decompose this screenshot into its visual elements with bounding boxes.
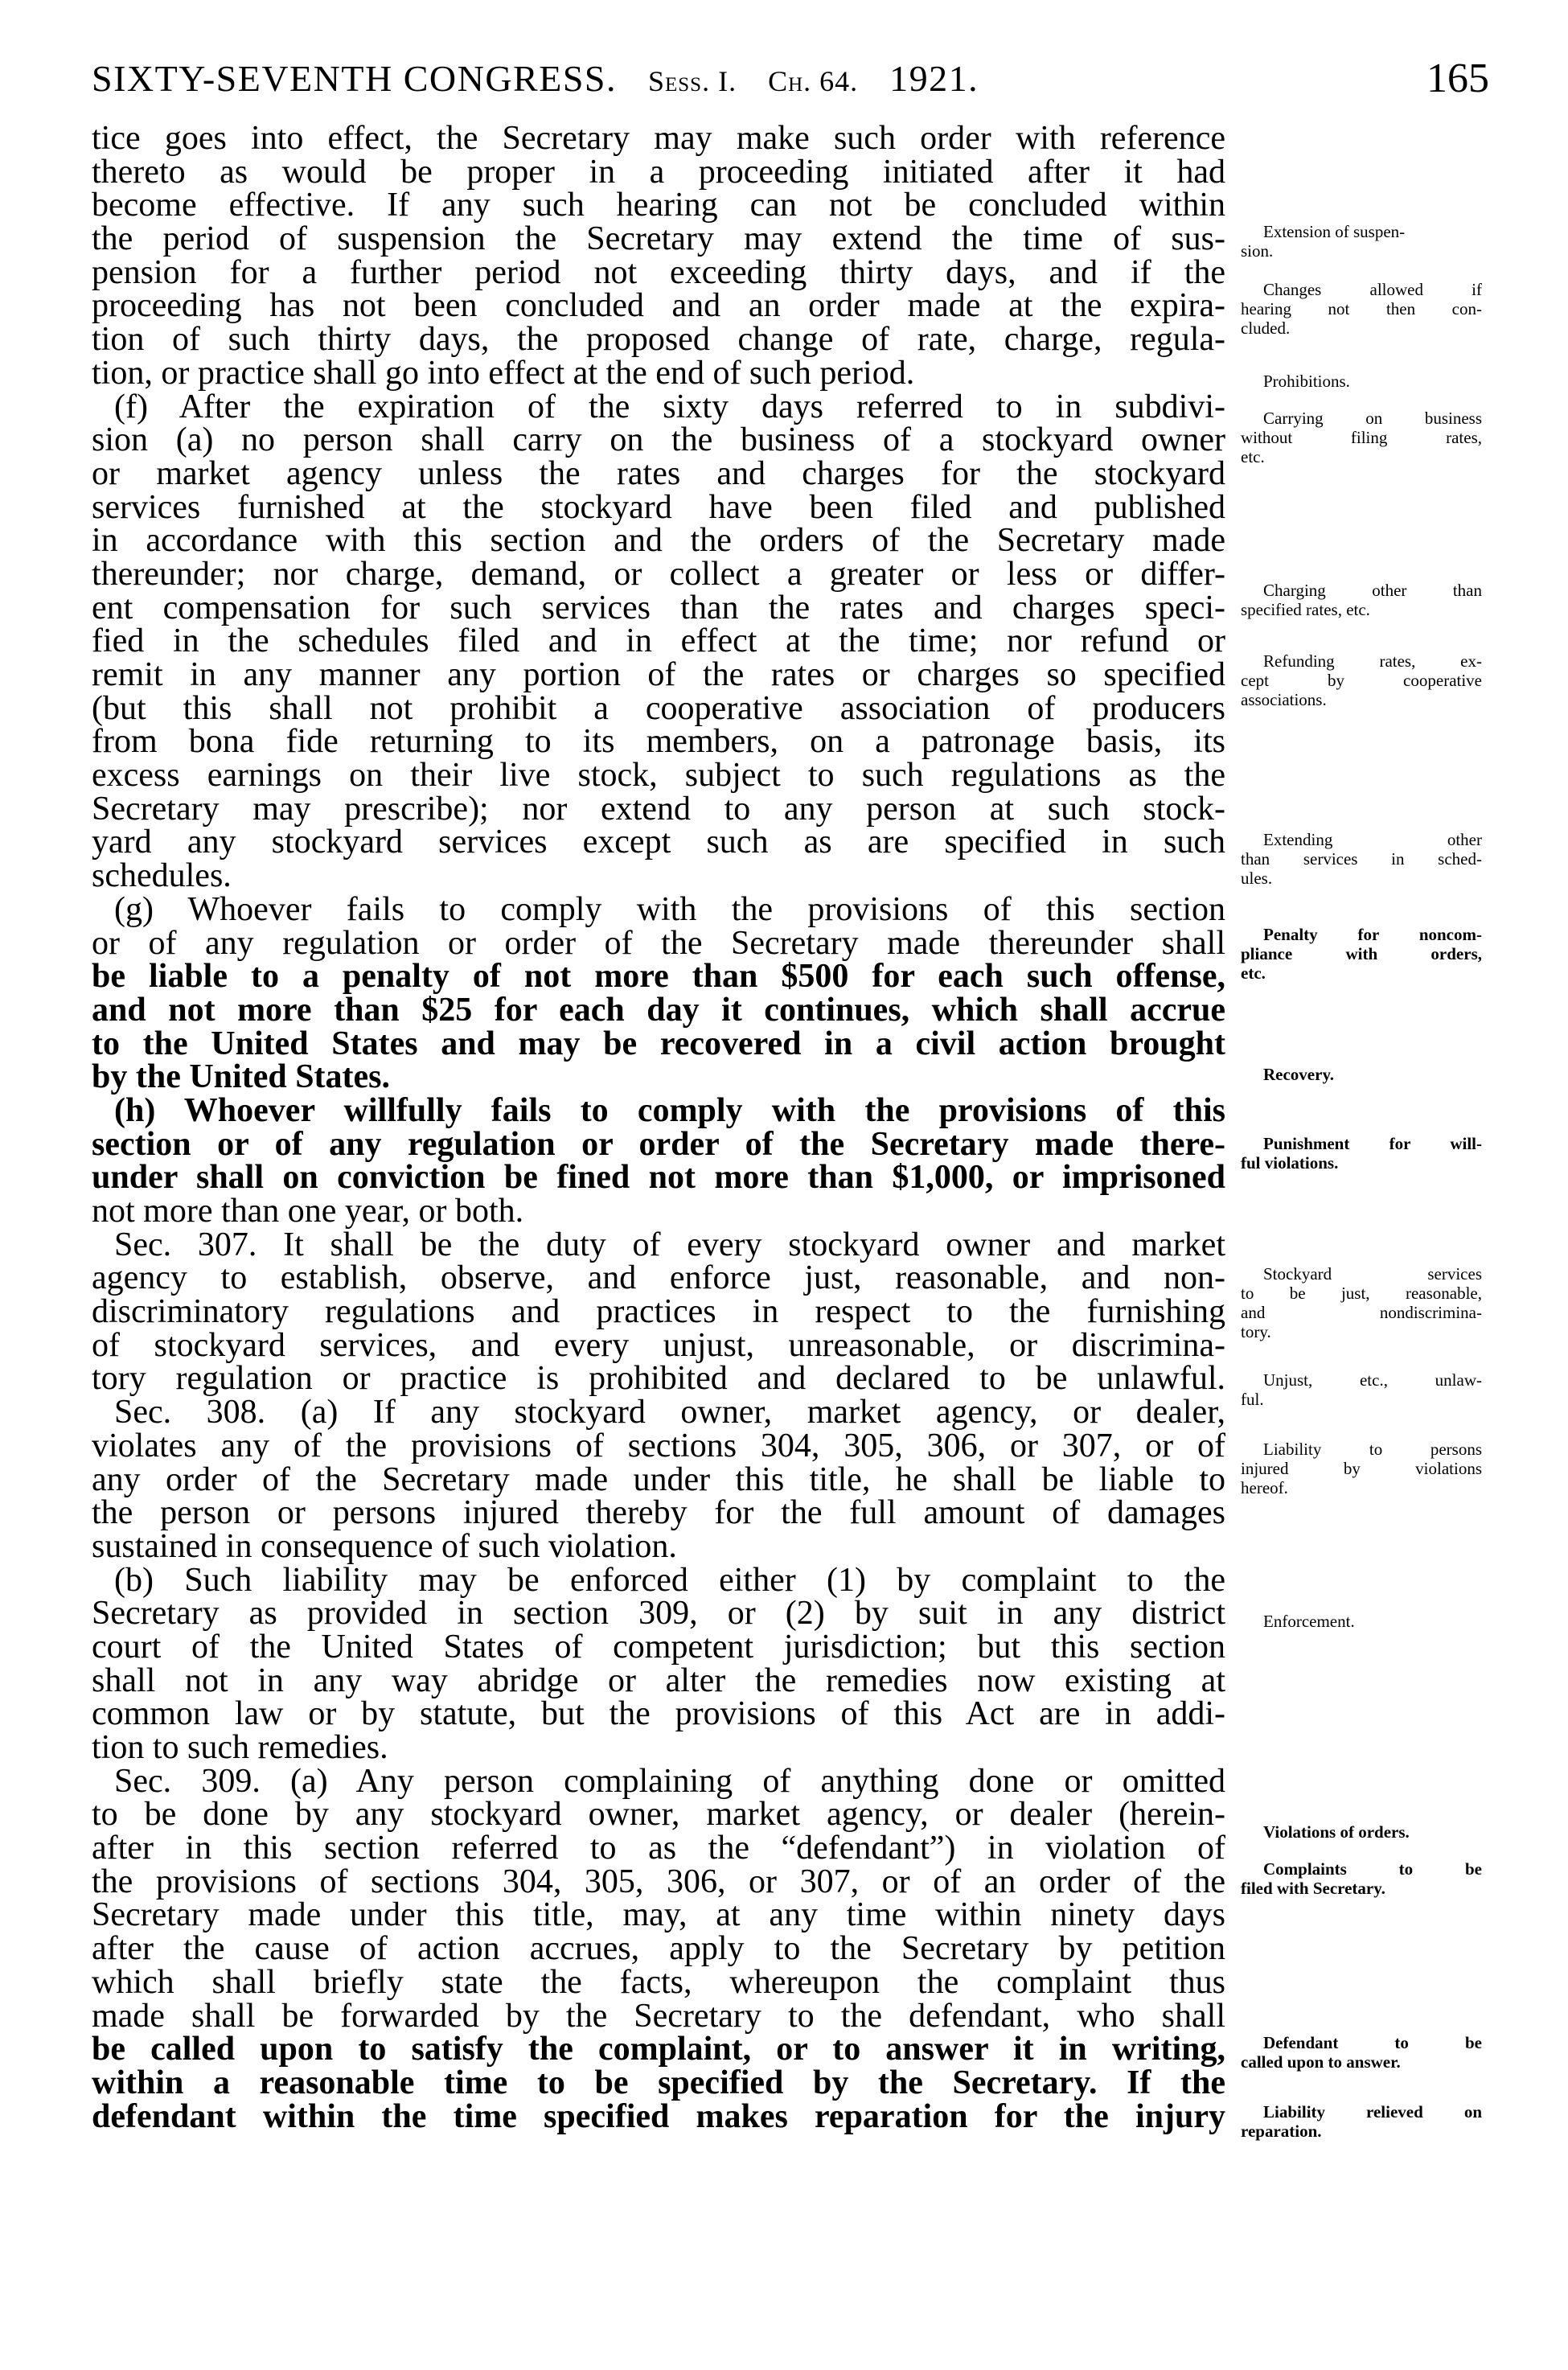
year-label: 1921. bbox=[889, 58, 979, 99]
margin-note-line: Defendant to be bbox=[1263, 2033, 1482, 2052]
margin-note-line: ules. bbox=[1241, 869, 1273, 888]
margin-note bbox=[1241, 1822, 1482, 1842]
body-line: shall not in any way abridge or alter the remedies now existing at bbox=[92, 1661, 1225, 1699]
body-line: from bona fide returning to its members, on a patronage basis, its bbox=[92, 723, 1225, 761]
margin-note-line: Prohibitions. bbox=[1263, 372, 1350, 391]
body-line: defendant within the time specified makes reparation for the injury bbox=[92, 2097, 1225, 2135]
body-line: (f) After the expiration of the sixty days referred to in subdivi- bbox=[114, 388, 1225, 425]
body-line: Sec. 307. It shall be the duty of every stockyard owner and market bbox=[114, 1226, 1225, 1263]
margin-note-line: Liability to persons bbox=[1263, 1440, 1482, 1459]
body-line: tory regulation or practice is prohibited and declared to be unlawful. bbox=[92, 1360, 1225, 1398]
body-line: after in this section referred to as the “defendant”) in violation of bbox=[92, 1830, 1225, 1867]
body-line: (but this shall not prohibit a cooperative association of producers bbox=[92, 689, 1225, 727]
body-line: and not more than $25 for each day it continues, which shall accrue bbox=[92, 991, 1225, 1029]
body-line: sion (a) no person shall carry on the business of a stockyard owner bbox=[92, 421, 1225, 459]
body-line: ent compensation for such services than the rates and charges speci- bbox=[92, 589, 1225, 626]
congress-title: SIXTY-SEVENTH CONGRESS. bbox=[92, 58, 617, 99]
margin-note-line: and nondiscrimina- bbox=[1241, 1303, 1482, 1322]
margin-note bbox=[1241, 1065, 1482, 1084]
margin-note bbox=[1241, 1612, 1482, 1631]
page-number: 165 bbox=[1426, 55, 1489, 101]
margin-note bbox=[1241, 280, 1482, 338]
margin-note-line: hereof. bbox=[1241, 1478, 1288, 1497]
margin-note bbox=[1241, 372, 1482, 391]
margin-note-line: Liability relieved on bbox=[1263, 2102, 1482, 2121]
body-line: thereto as would be proper in a proceeding initiated after it had bbox=[92, 153, 1225, 191]
body-line: remit in any manner any portion of the rates or charges so specified bbox=[92, 656, 1225, 693]
body-line: court of the United States of competent jurisdiction; but this section bbox=[92, 1628, 1225, 1666]
body-line: under shall on conviction be fined not more than $1,000, or imprisoned bbox=[92, 1159, 1225, 1197]
body-line: discriminatory regulations and practices in respect to the furnishing bbox=[92, 1293, 1225, 1331]
body-line: services furnished at the stockyard have been filed and published bbox=[92, 488, 1225, 526]
body-line: the period of suspension the Secretary may extend the time of sus- bbox=[92, 220, 1225, 258]
margin-note-line: Carrying on business bbox=[1263, 409, 1482, 428]
margin-note-line: reparation. bbox=[1241, 2121, 1322, 2141]
margin-note bbox=[1241, 830, 1482, 888]
body-line: yard any stockyard services except such as are specified in such bbox=[92, 824, 1225, 861]
body-line: tion, or practice shall go into effect at the end of such period. bbox=[92, 354, 915, 392]
margin-note-line: Stockyard services bbox=[1263, 1264, 1482, 1284]
body-line: any order of the Secretary made under this title, he shall be liable to bbox=[92, 1460, 1225, 1498]
margin-note-line: tory. bbox=[1241, 1322, 1271, 1341]
body-line: or market agency unless the rates and charges for the stockyard bbox=[92, 454, 1225, 492]
margin-note-line: Changes allowed if bbox=[1263, 280, 1482, 299]
margin-note-line: without filing rates, bbox=[1241, 428, 1482, 447]
chapter-label: Ch. 64. bbox=[768, 65, 859, 97]
margin-note-line: ful. bbox=[1241, 1390, 1264, 1409]
margin-note bbox=[1241, 1440, 1482, 1497]
margin-note-line: called upon to answer. bbox=[1241, 2052, 1401, 2072]
body-line: Secretary as provided in section 309, or (2) by suit in any district bbox=[92, 1595, 1225, 1633]
body-line: made shall be forwarded by the Secretary to the defendant, who shall bbox=[92, 1997, 1225, 2035]
body-line: violates any of the provisions of sections 304, 305, 306, or 307, or of bbox=[92, 1427, 1225, 1464]
body-line: thereunder; nor charge, demand, or collect a greater or less or differ- bbox=[92, 555, 1225, 593]
body-line: be liable to a penalty of not more than $500 for each such offense, bbox=[92, 958, 1225, 996]
margin-note-line: injured by violations bbox=[1241, 1459, 1482, 1478]
body-line: Secretary may prescribe); nor extend to any person at such stock- bbox=[92, 790, 1225, 828]
body-line: of stockyard services, and every unjust, unreasonable, or discrimina- bbox=[92, 1326, 1225, 1364]
body-line: schedules. bbox=[92, 857, 232, 895]
margin-note-line: Extension of suspen- bbox=[1263, 222, 1406, 241]
margin-note-line: associations. bbox=[1241, 690, 1327, 709]
margin-note bbox=[1241, 1264, 1482, 1341]
margin-note-line: Complaints to be bbox=[1263, 1859, 1482, 1879]
body-line: be called upon to satisfy the complaint, or to answer it in writing, bbox=[92, 2031, 1225, 2068]
margin-note-line: specified rates, etc. bbox=[1241, 600, 1370, 619]
body-line: become effective. If any such hearing can not be concluded within bbox=[92, 187, 1225, 224]
body-line: Sec. 308. (a) If any stockyard owner, market agency, or dealer, bbox=[114, 1394, 1225, 1431]
statute-text bbox=[92, 122, 1225, 2134]
body-line: tion of such thirty days, the proposed change of rate, charge, regula- bbox=[92, 321, 1225, 359]
running-head bbox=[92, 50, 979, 110]
body-line: which shall briefly state the facts, whereupon the complaint thus bbox=[92, 1963, 1225, 2001]
body-line: (g) Whoever fails to comply with the provisions of this section bbox=[114, 890, 1225, 928]
margin-note-line: Recovery. bbox=[1263, 1065, 1335, 1084]
margin-note-line: filed with Secretary. bbox=[1241, 1879, 1385, 1898]
body-line: common law or by statute, but the provisions of this Act are in addi- bbox=[92, 1695, 1225, 1733]
margin-note bbox=[1241, 581, 1482, 619]
margin-note-line: Penalty for noncom- bbox=[1263, 925, 1482, 944]
margin-note-line: etc. bbox=[1241, 963, 1266, 983]
running-header bbox=[92, 50, 1489, 108]
body-line: (h) Whoever willfully fails to comply with the provisions of this bbox=[114, 1091, 1225, 1129]
margin-note bbox=[1241, 651, 1482, 709]
body-line: to the United States and may be recovered in a civil action brought bbox=[92, 1025, 1225, 1062]
margin-note-line: Punishment for will- bbox=[1263, 1134, 1482, 1153]
body-line: tice goes into effect, the Secretary may make such order with reference bbox=[92, 120, 1225, 157]
margin-note bbox=[1241, 1134, 1482, 1173]
body-line: fied in the schedules filed and in effect at the time; nor refund or bbox=[92, 622, 1225, 660]
body-line: section or of any regulation or order of the Secretary made there- bbox=[92, 1125, 1225, 1163]
margin-note-line: Refunding rates, ex- bbox=[1263, 651, 1482, 671]
body-line: the provisions of sections 304, 305, 306, or 307, or of an order of the bbox=[92, 1863, 1225, 1900]
body-line: or of any regulation or order of the Secretary made thereunder shall bbox=[92, 924, 1225, 962]
margin-note bbox=[1241, 222, 1482, 261]
body-line: (b) Such liability may be enforced either (1) by complaint to the bbox=[114, 1561, 1225, 1599]
body-line: excess earnings on their live stock, subject to such regulations as the bbox=[92, 757, 1225, 795]
body-line: within a reasonable time to be specified by the Secretary. If the bbox=[92, 2064, 1225, 2101]
margin-note-line: Charging other than bbox=[1263, 581, 1482, 600]
body-line: Secretary made under this title, may, at any time within ninety days bbox=[92, 1896, 1225, 1934]
margin-note-line: cept by cooperative bbox=[1241, 671, 1482, 690]
margin-note-line: sion. bbox=[1241, 241, 1274, 261]
margin-note-line: Enforcement. bbox=[1263, 1612, 1355, 1631]
margin-note bbox=[1241, 1370, 1482, 1409]
margin-note bbox=[1241, 2102, 1482, 2141]
body-line: agency to establish, observe, and enforce just, reasonable, and non- bbox=[92, 1259, 1225, 1297]
margin-note-line: than services in sched- bbox=[1241, 849, 1482, 869]
body-line: Sec. 309. (a) Any person complaining of anything done or omitted bbox=[114, 1762, 1225, 1800]
body-line: pension for a further period not exceeding thirty days, and if the bbox=[92, 253, 1225, 291]
margin-note-line: Violations of orders. bbox=[1263, 1822, 1410, 1842]
body-line: the person or persons injured thereby for the full amount of damages bbox=[92, 1494, 1225, 1532]
session-label: Sess. I. bbox=[647, 65, 737, 97]
body-line: sustained in consequence of such violation. bbox=[92, 1527, 677, 1565]
margin-note bbox=[1241, 1859, 1482, 1898]
margin-note-line: cluded. bbox=[1241, 318, 1291, 338]
margin-note-line: Extending other bbox=[1263, 830, 1482, 849]
body-line: tion to such remedies. bbox=[92, 1729, 388, 1766]
margin-note-line: to be just, reasonable, bbox=[1241, 1284, 1482, 1303]
body-line: proceeding has not been concluded and an order made at the expira- bbox=[92, 287, 1225, 325]
body-line: to be done by any stockyard owner, market agency, or dealer (herein- bbox=[92, 1796, 1225, 1834]
body-line: in accordance with this section and the orders of the Secretary made bbox=[92, 522, 1225, 560]
body-line: after the cause of action accrues, apply to the Secretary by petition bbox=[92, 1930, 1225, 1968]
margin-note bbox=[1241, 925, 1482, 983]
margin-note bbox=[1241, 2033, 1482, 2072]
body-line: not more than one year, or both. bbox=[92, 1193, 524, 1230]
margin-note-line: hearing not then con- bbox=[1241, 299, 1482, 318]
body-line: by the United States. bbox=[92, 1058, 391, 1096]
margin-note-line: ful violations. bbox=[1241, 1153, 1339, 1173]
margin-note-line: pliance with orders, bbox=[1241, 944, 1482, 963]
margin-note-line: Unjust, etc., unlaw- bbox=[1263, 1370, 1482, 1390]
margin-note bbox=[1241, 409, 1482, 466]
margin-note-line: etc. bbox=[1241, 447, 1265, 466]
